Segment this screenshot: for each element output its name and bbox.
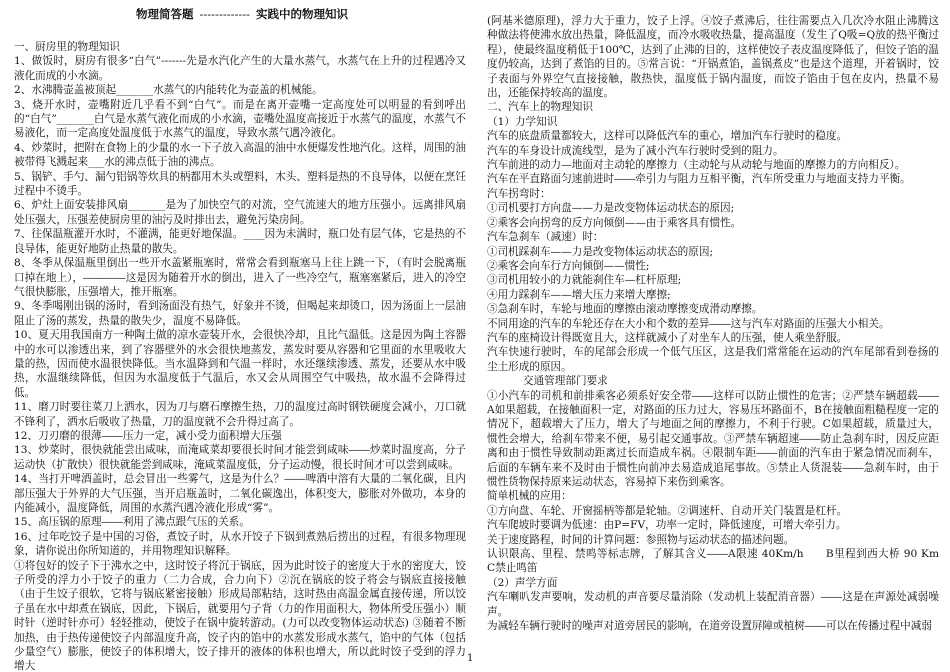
subsection-heading-traffic: 交通管理部门要求: [523, 375, 608, 388]
paragraph: 9、冬季喝刚出锅的汤时，看到汤面没有热气，好象并不烫，但喝起来却烫口，因为汤面上一层油阻止了汤的蒸发，热量的散失少，温度不易降低。: [14, 300, 466, 327]
paragraph: 汽车快速行驶时，车的尾部会形成一个低气压区，这是我们常常能在运动的汽车尾部看到卷扬的尘土形成的原因。: [487, 346, 939, 373]
paragraph: 12、刀刃磨的很薄――压力一定，减小受力面积增大压强: [14, 429, 282, 442]
paragraph: 不同用途的汽车的车轮还存在大小和个数的差异――这与汽车对路面的压强大小相关。: [487, 317, 890, 330]
paragraph: 汽车的座椅设计得既宽且大，这样就减小了对坐车人的压强，使人乘坐舒服。: [487, 331, 848, 344]
paragraph: 15、高压锅的原理――利用了沸点跟气压的关系。: [14, 516, 250, 529]
paragraph: 关于速度路程，时间的计算问题：参照物与运动状态的描述问题。: [487, 533, 795, 546]
title-separator: -------------: [199, 7, 251, 21]
paragraph: 5、锅铲、手勺、漏勺铝锅等炊具的柄都用木头或塑料，木头、塑料是热的不良导体，以便在烹饪过程中不烫手。: [14, 170, 466, 198]
list-item: ①司机要打方向盘——力是改变物体运动状态的原因;: [487, 202, 735, 215]
paragraph: 汽车急刹车（减速）时：: [487, 231, 604, 244]
paragraph: 16、过年吃饺子是中国的习俗，煮饺子时，从水开饺子下锅到煮熟后捞出的过程，有很多物理现象，请你说出你所知道的，并用物理知识解释。: [14, 530, 466, 558]
list-item: ④用力踩刹车——增大压力来增大摩擦;: [487, 288, 671, 301]
paragraph: 14、当打开啤酒盖时，总会冒出一些雾气，这是为什么？――啤酒中溶有大量的二氧化碳，且内部压强大于外界的大气压强，当开启瓶盖时，二氧化碳逸出，体积变大，膨胀对外做功，本身的内能减小，温度降低，周围的水蒸汽遇冷液化形成“雾”。: [14, 473, 466, 514]
paragraph: 6、炉灶上面安装排风扇_______是为了加快空气的对流，空气流速大的地方压强小。远离排风扇处压强大，压强差使厨房里的油污及时排出去，避免污染房间。: [14, 199, 466, 226]
paragraph: 8、冬季从保温瓶里倒出一些开水盖紧瓶塞时，常常会看到瓶塞马上往上跳一下，（有时会脱离瓶口掉在地上），――――这是因为随着开水的倒出，进入了一些冷空气，瓶塞塞紧后，进入的冷空气很快膨胀，压强增大，推开瓶塞。: [14, 257, 466, 298]
paragraph: 11、磨刀时要往菜刀上洒水，因为刀与磨石摩擦生热，刀的温度过高时钢铁硬度会减小，刀口就不锋利了，洒水后吸收了热量，刀的温度就不会升得过高了。: [14, 401, 466, 428]
paragraph: 汽车前进的动力—地面对主动轮的摩擦力（主动轮与从动轮与地面的摩擦力的方向相反）。: [487, 159, 906, 172]
paragraph: 汽车喇叭发声要响，发动机的声音要尽量消除（发动机上装配消音器）――这是在声源处减弱噪声。: [487, 591, 939, 618]
list-item: ②乘客会向车行方向倾倒——惯性;: [487, 259, 650, 272]
paragraph: 汽车的底盘质量都较大，这样可以降低汽车的重心，增加汽车行驶时的稳度。: [487, 130, 848, 143]
subsection-heading-acoustics: （2）声学方面: [487, 576, 558, 589]
page-number: 1: [467, 653, 474, 664]
paragraph: 认识限高、里程、禁鸣等标志牌，了解其含义――A限速 40Km/h B里程到西大桥 90 Km C禁止鸣笛: [487, 548, 939, 575]
paragraph: ①将包好的饺子下于沸水之中，这时饺子将沉于锅底，因为此时饺子的密度大于水的密度大，饺子所受的浮力小于饺子的重力（二力合成，合力向下）②沉在锅底的饺子将会与锅底直接接触（由于生饺子很软，它将与锅底紧密接触）形成局部粘结，这时热由高温金属直接传递，所以饺子虽在水中却煮在锅底，因此，下锅后，就要用勺子背（力的作用面积大，物体所受压强小）顺时针（逆时针亦可）轻轻推动，使饺子在锅中旋转游动。(力可以改变物体运动状态) ③随着不断加热，由于热传递使饺子内部温度升高，饺子内的馅中的水蒸发形成水蒸气，馅中的气体（包括少量空气）膨胀，使饺子的体积增大，饺子排开的液体的体积也增大，所以此时饺子受到的浮力增大: [14, 559, 466, 672]
paragraph: 10、夏天用我国南方一种陶土做的凉水壶装开水，会很快冷却，且比气温低。这是因为陶土容器中的水可以渗透出来，到了容器壁外的水会很快地蒸发，蒸发时要从容器和它里面的水里吸收大量的热，因而使水温很快降低。当水温降到和气温一样时，水还继续渗透、蒸发，还要从水中吸热，水温继续降低，但因为水温度低于气温后，水又会从周围空气中吸热，故水温不会降得过低。: [14, 329, 466, 399]
title-right: 实践中的物理知识: [256, 7, 349, 21]
paragraph: 汽车的车身设计成流线型，是为了减小汽车行驶时受到的阻力。: [487, 144, 784, 157]
list-item: ⑤急刹车时，车轮与地面的摩擦由滚动摩擦变成滑动摩擦。: [487, 303, 763, 316]
paragraph: 汽车拐弯时：: [487, 187, 551, 200]
title-left: 物理简答题: [136, 7, 194, 21]
paragraph: 为减轻车辆行驶时的噪声对道旁居民的影响，在道旁设置屏障或植树――可以在传播过程中减弱: [487, 620, 932, 633]
right-column: [487, 14, 939, 672]
paragraph: 3、烧开水时，壶嘴附近几乎看不到“白气”。而是在离开壶嘴一定高度处可以明显的看到呼出的“白气”_______白气是水蒸气液化而成的小水滴，壶嘴处温度高接近于水蒸气的温度，水蒸气不易液化，而一定高度处温度低于水蒸气的温度，导致水蒸气遇冷液化。: [14, 98, 466, 140]
paragraph: 7、往保温瓶灌开水时，不灌满，能更好地保温。____因为未满时，瓶口处有层气体，它是热的不良导体，能更好地防止热量的散失。: [14, 228, 466, 255]
paragraph: ①小汽车的司机和前排乘客必须系好安全带――这样可以防止惯性的危害；②严禁车辆超载――A如果超载，在接触面积一定，对路面的压力过大，容易压坏路面不，B在接触面粗糙程度一定的情况下，超载增大了压力，增大了与地面之间的摩擦力，不利于行驶。C如果超载，质量过大，惯性会增大，给刹车带来不便，易引起交通事故。③严禁车辆超速――防止急刹车时，因反应距离和由于惯性导致制动距离过长而造成车祸。④限制车距――前面的汽车由于紧急情况而刹车，后面的车辆车来不及时由于惯性向前冲去易造成追尾事故。⑤禁止人货混装――急刹车时，由于惯性货物保持原来运动状态，容易掉下来伤到乘客。: [487, 389, 939, 488]
paragraph: 2、水沸腾壶盖被顶起_______水蒸气的内能转化为壶盖的机械能。: [14, 84, 323, 97]
paragraph: 4、炒菜时，把附在食物上的少量的水一下子放入高温的油中水便爆发性地汽化。这样，周围的油被带得飞溅起来___水的沸点低于油的沸点。: [14, 141, 466, 169]
section-heading-car: 二、汽车上的物理知识: [487, 101, 593, 114]
paragraph: (阿基米德原理)，浮力大于重力，饺子上浮。④饺子煮沸后，往往需要点入几次冷水阻止沸腾这种做法将使沸水放出热量，降低温度，而冷水吸收热量，提高温度（发生了Q吸=Q放的热平衡过程），使最终温度稍低于100℃，达到了止沸的目的，这样使饺子表皮温度降低了，但饺子馅的温度仍较高，达到了煮馅的目的。⑤常言说：“开锅煮馅，盖锅煮皮”也是这个道理，开着锅时，饺子表面与外界空气直接接触，散热快，温度低于锅内温度，而饺子馅由于包在皮内，热量不易出，还能保持较高的温度。: [487, 15, 939, 100]
paragraph: ①方向盘、车轮、开窗摇柄等都是轮轴。②调速杆、自动开关门装置是杠杆。: [487, 504, 848, 517]
subsection-heading-mechanics: （1）力学知识: [487, 115, 558, 128]
paragraph: 1、做饭时，厨房有很多“白气”-------先是水汽化产生的大量水蒸气，水蒸气在上升的过程遇冷又液化而成的小水滴。: [14, 55, 466, 82]
list-item: ③司机用较小的力就能刹住车—杠杆原理;: [487, 274, 682, 287]
paragraph: 汽车在平直路面匀速前进时――牵引力与阻力互相平衡，汽车所受重力与地面支持力平衡。: [487, 173, 911, 186]
paragraph: 汽车爬坡时要调为低速：由P=FV，功率一定时，降低速度，可增大牵引力。: [487, 519, 847, 532]
paragraph: 简单机械的应用：: [487, 490, 572, 503]
list-item: ①司机踩刹车——力是改变物体运动状态的原因;: [487, 245, 714, 258]
left-column: [14, 40, 466, 672]
section-heading-kitchen: 一、厨房里的物理知识: [14, 41, 120, 53]
list-item: ②乘客会向拐弯的反方向倾倒——由于乘客具有惯性。: [487, 216, 742, 229]
paragraph: 13、炒菜时，很快就能尝出咸味，而淹咸菜却要很长时间才能尝到咸味――炒菜时温度高，分子运动快（扩散快）很快就能尝到咸味，淹咸菜温度低，分子运动慢，很长时间才可以尝到咸味。: [14, 444, 466, 471]
